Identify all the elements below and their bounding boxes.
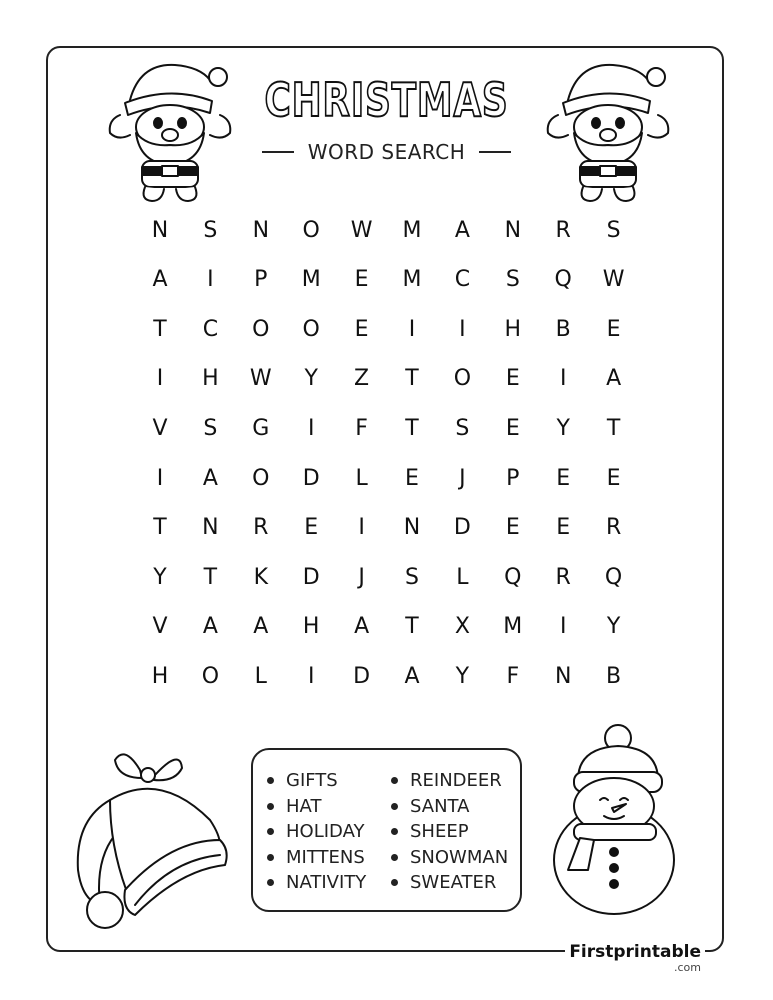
grid-cell: M bbox=[402, 217, 422, 243]
grid-cell: L bbox=[456, 564, 469, 590]
grid-cell: B bbox=[555, 316, 571, 342]
grid-cell: I bbox=[408, 316, 416, 342]
subtitle-right-rule bbox=[479, 151, 511, 153]
grid-cell: H bbox=[151, 663, 169, 689]
grid-cell: A bbox=[152, 267, 168, 293]
list-item: HAT bbox=[267, 794, 366, 820]
grid-cell: E bbox=[556, 465, 571, 491]
grid-cell: T bbox=[405, 366, 419, 392]
grid-cell: H bbox=[302, 614, 320, 640]
grid-cell: D bbox=[353, 663, 371, 689]
grid-cell: Q bbox=[504, 564, 522, 590]
grid-cell: E bbox=[354, 267, 369, 293]
grid-cell: A bbox=[454, 217, 470, 243]
grid-cell: C bbox=[454, 267, 471, 293]
grid-cell: E bbox=[405, 465, 419, 491]
grid-cell: E bbox=[354, 316, 369, 342]
subtitle-left-rule bbox=[262, 151, 294, 153]
grid-cell: J bbox=[358, 564, 365, 590]
grid-cell: M bbox=[503, 614, 523, 640]
grid-cell: T bbox=[405, 415, 419, 441]
grid-cell: D bbox=[453, 515, 471, 541]
grid-cell: A bbox=[354, 614, 370, 640]
grid-cell: S bbox=[405, 564, 419, 590]
grid-cell: L bbox=[254, 663, 267, 689]
grid-cell: G bbox=[252, 415, 270, 441]
snowman-icon bbox=[548, 720, 673, 920]
grid-cell: T bbox=[405, 614, 419, 640]
grid-cell: O bbox=[302, 316, 320, 342]
brand-logo bbox=[565, 942, 705, 974]
grid-cell: O bbox=[302, 217, 320, 243]
grid-cell: I bbox=[459, 316, 466, 342]
grid-cell: F bbox=[506, 663, 520, 689]
grid-cell: O bbox=[252, 316, 270, 342]
grid-cell: Y bbox=[606, 614, 621, 640]
list-item: GIFTS bbox=[267, 768, 366, 794]
worksheet-subtitle: WORD SEARCH bbox=[307, 140, 466, 164]
grid-cell: R bbox=[605, 515, 622, 541]
grid-cell: E bbox=[606, 465, 621, 491]
santa-hat-icon bbox=[70, 740, 235, 935]
grid-cell: M bbox=[301, 267, 321, 293]
grid-cell: Y bbox=[153, 564, 167, 590]
list-item: HOLIDAY bbox=[267, 819, 366, 845]
grid-cell: E bbox=[505, 366, 520, 392]
grid-cell: B bbox=[606, 663, 622, 689]
grid-cell: A bbox=[202, 614, 218, 640]
grid-cell: R bbox=[555, 564, 571, 590]
grid-cell: V bbox=[152, 415, 168, 441]
grid-cell: Y bbox=[455, 663, 470, 689]
list-item: SANTA bbox=[391, 794, 508, 820]
grid-cell: W bbox=[249, 366, 272, 392]
grid-cell: Y bbox=[556, 415, 570, 441]
grid-cell: E bbox=[606, 316, 621, 342]
grid-cell: R bbox=[253, 515, 269, 541]
grid-cell: K bbox=[253, 564, 269, 590]
grid-cell: T bbox=[203, 564, 218, 590]
grid-cell: H bbox=[202, 366, 219, 392]
grid-cell: E bbox=[505, 515, 520, 541]
list-item: MITTENS bbox=[267, 845, 366, 871]
grid-cell: W bbox=[350, 217, 373, 243]
grid-cell: O bbox=[453, 366, 472, 392]
grid-cell: A bbox=[202, 465, 218, 491]
word-list-box bbox=[251, 748, 522, 912]
brand-tld: .com bbox=[674, 961, 701, 974]
grid-cell: R bbox=[555, 217, 571, 243]
grid-cell: A bbox=[606, 366, 622, 392]
grid-cell: S bbox=[505, 267, 520, 293]
grid-cell: I bbox=[358, 515, 365, 541]
word-list-column-2 bbox=[391, 768, 508, 896]
grid-cell: N bbox=[151, 217, 169, 243]
grid-cell: P bbox=[506, 465, 520, 491]
grid-cell: S bbox=[606, 217, 621, 243]
grid-cell: N bbox=[202, 515, 219, 541]
grid-cell: S bbox=[455, 415, 470, 441]
grid-cell: T bbox=[153, 515, 167, 541]
grid-cell: M bbox=[402, 267, 422, 293]
grid-cell: P bbox=[254, 267, 268, 293]
grid-cell: S bbox=[203, 217, 218, 243]
grid-cell: Q bbox=[554, 267, 572, 293]
letter-grid bbox=[135, 205, 640, 705]
list-item: NATIVITY bbox=[267, 870, 366, 896]
worksheet-title: CHRISTMAS bbox=[264, 73, 509, 127]
subtitle-row bbox=[0, 140, 773, 164]
grid-cell: A bbox=[404, 663, 420, 689]
grid-cell: D bbox=[302, 465, 320, 491]
grid-cell: D bbox=[302, 564, 320, 590]
grid-cell: E bbox=[304, 515, 319, 541]
brand-name: Firstprintable bbox=[569, 942, 701, 962]
grid-cell: I bbox=[307, 415, 315, 441]
list-item: SHEEP bbox=[391, 819, 508, 845]
grid-cell: W bbox=[602, 267, 625, 293]
grid-cell: H bbox=[504, 316, 522, 342]
grid-cell: Z bbox=[354, 366, 370, 392]
grid-cell: Y bbox=[304, 366, 318, 392]
grid-cell: O bbox=[252, 465, 270, 491]
grid-cell: V bbox=[152, 614, 168, 640]
list-item: REINDEER bbox=[391, 768, 508, 794]
grid-cell: C bbox=[202, 316, 219, 342]
grid-cell: N bbox=[403, 515, 421, 541]
grid-cell: I bbox=[559, 614, 567, 640]
grid-cell: N bbox=[504, 217, 522, 243]
grid-cell: N bbox=[252, 217, 270, 243]
grid-cell: X bbox=[454, 614, 470, 640]
grid-cell: O bbox=[201, 663, 220, 689]
grid-cell: J bbox=[459, 465, 466, 491]
grid-cell: F bbox=[355, 415, 368, 441]
grid-cell: E bbox=[556, 515, 571, 541]
list-item: SNOWMAN bbox=[391, 845, 508, 871]
grid-cell: T bbox=[153, 316, 167, 342]
grid-cell: I bbox=[307, 663, 315, 689]
grid-cell: I bbox=[156, 366, 164, 392]
grid-cell: I bbox=[156, 465, 164, 491]
grid-cell: I bbox=[207, 267, 214, 293]
grid-cell: E bbox=[505, 415, 520, 441]
grid-cell: Q bbox=[604, 564, 623, 590]
list-item: SWEATER bbox=[391, 870, 508, 896]
grid-cell: L bbox=[355, 465, 368, 491]
grid-cell: N bbox=[554, 663, 572, 689]
grid-cell: A bbox=[253, 614, 269, 640]
grid-cell: S bbox=[203, 415, 218, 441]
grid-cell: I bbox=[559, 366, 567, 392]
grid-cell: T bbox=[606, 415, 621, 441]
word-list-column-1 bbox=[267, 768, 366, 896]
